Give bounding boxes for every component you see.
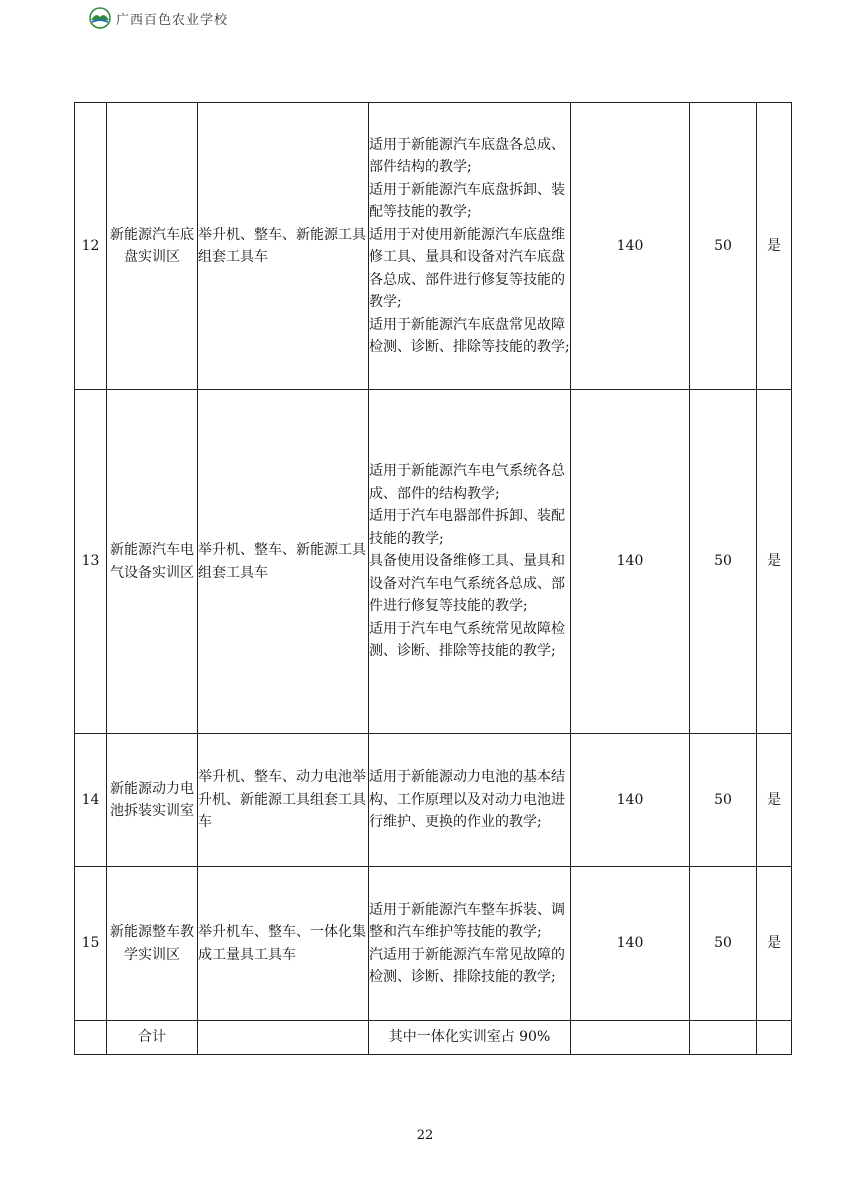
row-number: 12: [75, 103, 107, 390]
table-row: [75, 867, 792, 1021]
empty-cell: [75, 1021, 107, 1055]
equipment: 举升机、整车、新能源工具组套工具车: [198, 103, 369, 390]
integrated-flag: 是: [757, 867, 792, 1021]
capacity-value: 50: [690, 734, 757, 867]
total-note: 其中一体化实训室占 90%: [369, 1021, 571, 1055]
area-value: 140: [571, 390, 690, 734]
integrated-flag: 是: [757, 390, 792, 734]
table-row: [75, 734, 792, 867]
area-value: 140: [571, 867, 690, 1021]
function-description: 适用于新能源汽车电气系统各总成、部件的结构教学; 适用于汽车电器部件拆卸、装配技能的教学; 具备使用设备维修工具、量具和设备对汽车电气系统各总成、部件进行修复等技能的教学; 适用于汽车电气系统常见故障检测、诊断、排除等技能的教学;: [369, 390, 571, 734]
school-logo-icon: [88, 7, 112, 29]
empty-cell: [690, 1021, 757, 1055]
capacity-value: 50: [690, 867, 757, 1021]
function-description: 适用于新能源汽车整车拆装、调整和汽车维护等技能的教学; 汽适用于新能源汽车常见故障的检测、诊断、排除技能的教学;: [369, 867, 571, 1021]
function-description: 适用于新能源动力电池的基本结构、工作原理以及对动力电池进行维护、更换的作业的教学;: [369, 734, 571, 867]
function-description: 适用于新能源汽车底盘各总成、部件结构的教学; 适用于新能源汽车底盘拆卸、装配等技能的教学; 适用于对使用新能源汽车底盘维修工具、量具和设备对汽车底盘各总成、部件进行修复等技能的教学; 适用于新能源汽车底盘常见故障检测、诊断、排除等技能的教学;: [369, 103, 571, 390]
total-label: 合计: [107, 1021, 198, 1055]
room-name: 新能源整车教学实训区: [107, 867, 198, 1021]
room-name: 新能源汽车电气设备实训区: [107, 390, 198, 734]
row-number: 14: [75, 734, 107, 867]
area-value: 140: [571, 103, 690, 390]
integrated-flag: 是: [757, 734, 792, 867]
area-value: 140: [571, 734, 690, 867]
capacity-value: 50: [690, 390, 757, 734]
training-room-table: [74, 102, 792, 1055]
table-row: [75, 103, 792, 390]
integrated-flag: 是: [757, 103, 792, 390]
room-name: 新能源动力电池拆装实训室: [107, 734, 198, 867]
school-name: 广西百色农业学校: [116, 12, 229, 28]
table-row: [75, 390, 792, 734]
empty-cell: [757, 1021, 792, 1055]
page-header: [88, 6, 228, 30]
capacity-value: 50: [690, 103, 757, 390]
total-row: [75, 1021, 792, 1055]
equipment: 举升机、整车、新能源工具组套工具车: [198, 390, 369, 734]
empty-cell: [198, 1021, 369, 1055]
row-number: 15: [75, 867, 107, 1021]
room-name: 新能源汽车底盘实训区: [107, 103, 198, 390]
empty-cell: [571, 1021, 690, 1055]
equipment: 举升机、整车、动力电池举升机、新能源工具组套工具车: [198, 734, 369, 867]
equipment: 举升机车、整车、一体化集成工量具工具车: [198, 867, 369, 1021]
row-number: 13: [75, 390, 107, 734]
page-number: 22: [416, 1128, 434, 1143]
